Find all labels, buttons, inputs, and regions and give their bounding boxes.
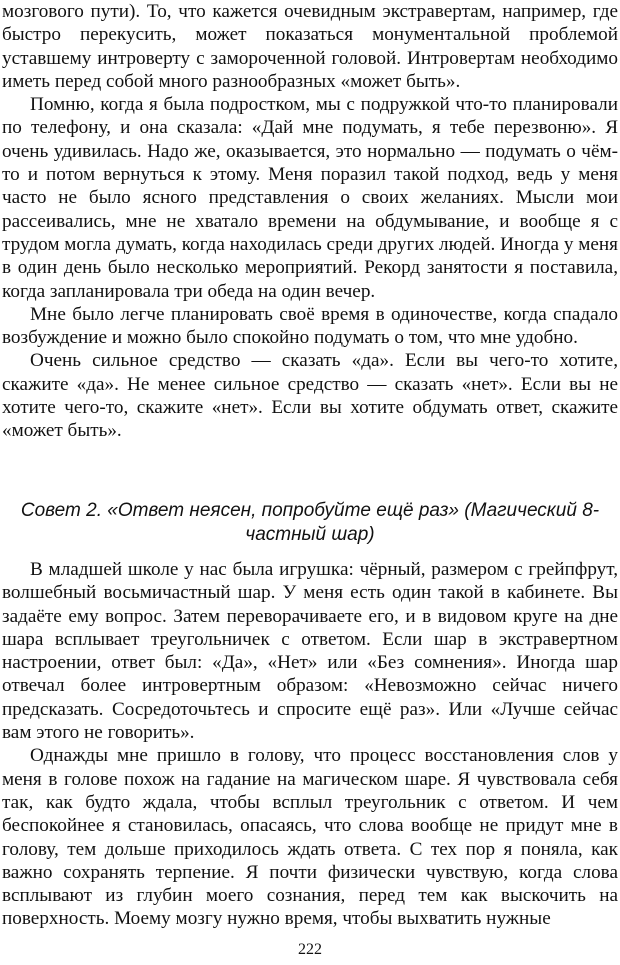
paragraph-continued: мозгового пути). То, что кажется очевидным экстравертам, например, где быстро перекусить, может показаться монументальной проблемой уставшему интроверту с замороченной головой. Интровертам необходимо иметь перед собой много разнообразных «может быть». xyxy=(2,1,618,92)
paragraph: Очень сильное средство — сказать «да». Если вы чего-то хотите, скажите «да». Не менее сильное средство — сказать «нет». Если вы не хотите чего-то, скажите «нет». Если вы хотите обдумать ответ, скажите «может быть». xyxy=(2,350,618,442)
body-text-top xyxy=(2,0,618,443)
page-number: 222 xyxy=(298,941,322,958)
paragraph: Помню, когда я была подростком, мы с подружкой что-то планировали по телефону, и она сказала: «Дай мне подумать, я тебе перезвоню». Я очень удивилась. Надо же, оказывается, это нормально — подумать о чём-то и потом вернуться к этому. Меня поразил такой подход, ведь у меня часто не было ясного представления о своих желаниях. Мысли мои рассеивались, мне не хватало времени на обдумывание, и вообще я с трудом могла думать, когда находилась среди других людей. Иногда у меня в один день было несколько мероприятий. Рекорд занятости я поставила, когда запланировала три обеда на один вечер. xyxy=(2,94,618,302)
paragraph: Однажды мне пришло в голову, что процесс восстановления слов у меня в голове похож на гадание на магическом шаре. Я чувствовала себя так, как будто ждала, чтобы всплыл треугольник с ответом. И чем беспокойнее я становилась, опасаясь, что слова вообще не придут мне в голову, тем дольше приходилось ждать ответа. С тех пор я поняла, как важно сохранять терпение. Я почти физически чувствую, когда слова всплывают из глубин моего сознания, перед тем как выскочить на поверхность. Моему мозгу нужно время, чтобы выхватить нужные xyxy=(2,745,618,930)
section-heading: Совет 2. «Ответ неясен, попробуйте ещё раз» (Магический 8-частный шар) xyxy=(20,500,600,545)
paragraph: Мне было легче планировать своё время в одиночестве, когда спадало возбуждение и можно было спокойно подумать о том, что мне удобно. xyxy=(2,303,618,349)
body-text-bottom xyxy=(2,558,618,931)
paragraph: В младшей школе у нас была игрушка: чёрный, размером с грейпфрут, волшебный восьмичастный шар. У меня есть один такой в кабинете. Вы задаёте ему вопрос. Затем переворачиваете его, и в видовом круге на дне шара всплывает треугольничек с ответом. Если шар в экстравертном настроении, ответ был: «Да», «Нет» или «Без сомнения». Иногда шар отвечал более интровертным образом: «Невозможно сейчас ничего предсказать. Сосредоточьтесь и спросите ещё раз». Или «Лучше сейчас вам этого не говорить». xyxy=(2,559,618,744)
